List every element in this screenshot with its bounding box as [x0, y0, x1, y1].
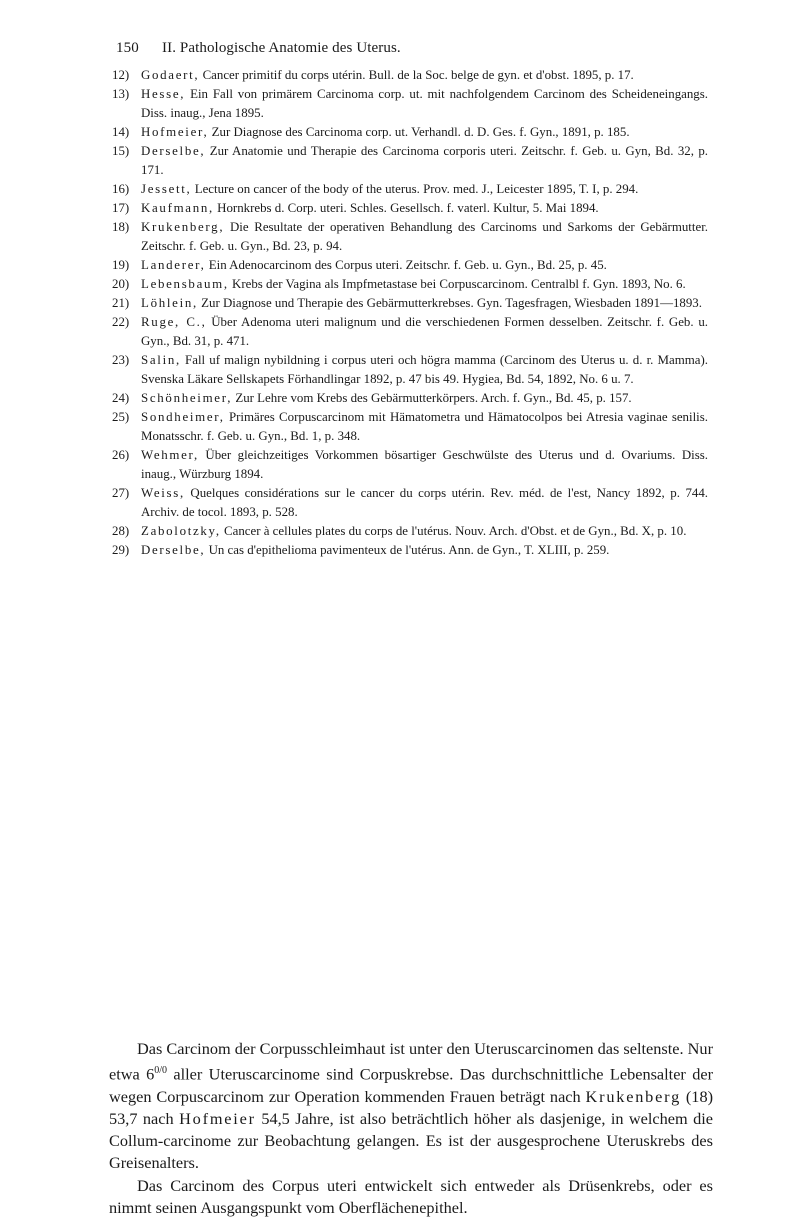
reference-author: Landerer,	[141, 258, 206, 272]
reference-item	[112, 123, 708, 142]
reference-item	[112, 522, 708, 541]
running-head	[116, 40, 716, 57]
reference-author: Weiss,	[141, 486, 185, 500]
reference-item	[112, 256, 708, 275]
reference-item	[112, 313, 708, 351]
page-number: 150	[116, 40, 139, 56]
paragraph: Das Carcinom des Corpus uteri entwickelt sich entweder als Drüsenkrebs, oder es nimmt seinen Ausgangspunkt vom Oberflächenepithel.	[109, 1175, 713, 1217]
reference-number: 16)	[112, 182, 130, 196]
reference-text: Lecture on cancer of the body of the uterus. Prov. med. J., Leicester 1895, T. I, p. 294.	[191, 182, 639, 196]
reference-number: 20)	[112, 277, 130, 291]
reference-author: Godaert,	[141, 68, 200, 82]
author-name: Krukenberg	[585, 1086, 682, 1106]
reference-text: Die Resultate der operativen Behandlung des Carcinoms und Sarkoms der Gebärmutter. Zeitschr. f. Geb. u. Gyn., Bd. 23, p. 94.	[141, 220, 708, 253]
reference-text: Zur Anatomie und Therapie des Carcinoma corporis uteri. Zeitschr. f. Geb. u. Gyn, Bd. 32, p. 171.	[141, 144, 708, 177]
reference-item	[112, 199, 708, 218]
reference-text: Krebs der Vagina als Impfmetastase bei Corpuscarcinom. Centralbl f. Gyn. 1893, No. 6.	[228, 277, 686, 291]
reference-author: Lebensbaum,	[141, 277, 229, 291]
text-run: 54,5 Jahre, ist also beträchtlich höher als dasjenige, in welchem die Collum-carcinome zur Beobachtung gelangen. Es ist der ausgesprochene Uteruskrebs des Greisenalters.	[109, 1109, 714, 1173]
reference-item	[112, 541, 708, 560]
reference-author: Krukenberg,	[141, 220, 225, 234]
reference-item	[112, 446, 708, 484]
reference-author: Derselbe,	[141, 543, 206, 557]
reference-item	[112, 66, 708, 85]
text-run: aller Uteruscarcinome sind Corpuskrebse. Das durchschnittliche Lebensalter der wegen Corpuscarcinom zur Operation kommenden Frauen beträgt nach	[109, 1064, 713, 1106]
reference-text: Un cas d'epithelioma pavimenteux de l'utérus. Ann. de Gyn., T. XLIII, p. 259.	[205, 543, 610, 557]
reference-author: Wehmer,	[141, 448, 199, 462]
reference-number: 12)	[112, 68, 130, 82]
reference-author: Derselbe,	[141, 144, 206, 158]
percent-sign: 0/0	[154, 1065, 168, 1077]
reference-text: Zur Diagnose des Carcinoma corp. ut. Verhandl. d. D. Ges. f. Gyn., 1891, p. 185.	[208, 125, 630, 139]
reference-number: 15)	[112, 144, 130, 158]
text-run: (18) 53,7 nach	[109, 1086, 714, 1129]
reference-item	[112, 85, 708, 123]
reference-number: 18)	[112, 220, 130, 234]
reference-text: Ein Adenocarcinom des Corpus uteri. Zeitschr. f. Geb. u. Gyn., Bd. 25, p. 45.	[205, 258, 607, 272]
reference-author: Ruge, C.,	[141, 315, 207, 329]
reference-text: Ein Fall von primärem Carcinoma corp. ut. mit nachfolgendem Carcinom des Scheideneingangs. Diss. inaug., Jena 1895.	[141, 87, 708, 120]
reference-text: Cancer à cellules plates du corps de l'utérus. Nouv. Arch. d'Obst. et de Gyn., Bd. X, p. 10.	[220, 524, 687, 538]
reference-number: 26)	[112, 448, 130, 462]
reference-number: 14)	[112, 125, 130, 139]
reference-author: Kaufmann,	[141, 201, 214, 215]
reference-author: Salin,	[141, 353, 181, 367]
reference-number: 17)	[112, 201, 130, 215]
reference-text: Zur Diagnose und Therapie des Gebärmutterkrebses. Gyn. Tagesfragen, Wiesbaden 1891—1893.	[197, 296, 702, 310]
reference-author: Sondheimer,	[141, 410, 225, 424]
reference-item	[112, 389, 708, 408]
reference-item	[112, 180, 708, 199]
reference-number: 28)	[112, 524, 130, 538]
reference-text: Über Adenoma uteri malignum und die verschiedenen Formen desselben. Zeitschr. f. Geb. u. Gyn., Bd. 31, p. 471.	[141, 315, 708, 348]
reference-item	[112, 218, 708, 256]
reference-author: Zabolotzky,	[141, 524, 221, 538]
reference-number: 22)	[112, 315, 130, 329]
reference-item	[112, 351, 708, 389]
reference-text: Primäres Corpuscarcinom mit Hämatometra und Hämatocolpos bei Atresia vaginae senilis. Monatsschr. f. Geb. u. Gyn., Bd. 1, p. 348.	[141, 410, 708, 443]
reference-item	[112, 408, 708, 446]
reference-number: 13)	[112, 87, 130, 101]
body-text	[109, 1038, 713, 1219]
reference-author: Jessett,	[141, 182, 192, 196]
reference-number: 21)	[112, 296, 130, 310]
reference-text: Zur Lehre vom Krebs des Gebärmutterkörpers. Arch. f. Gyn., Bd. 45, p. 157.	[232, 391, 632, 405]
reference-list	[112, 66, 708, 560]
reference-item	[112, 484, 708, 522]
text-run: Das Carcinom der Corpusschleimhaut ist unter den Uteruscarcinomen das seltenste. Nur etwa 6	[109, 1039, 713, 1084]
reference-item	[112, 294, 708, 313]
reference-item	[112, 142, 708, 180]
author-name: Hofmeier	[179, 1109, 256, 1129]
reference-text: Über gleichzeitiges Vorkommen bösartiger Geschwülste des Uterus und d. Ovariums. Diss. inaug., Würzburg 1894.	[141, 448, 708, 481]
reference-text: Quelques considérations sur le cancer du corps utérin. Rev. méd. de l'est, Nancy 1892, p. 744. Archiv. de tocol. 1893, p. 528.	[141, 486, 708, 519]
reference-number: 19)	[112, 258, 130, 272]
paragraph	[109, 1038, 713, 1175]
reference-number: 29)	[112, 543, 130, 557]
reference-author: Löhlein,	[141, 296, 198, 310]
reference-author: Schönheimer,	[141, 391, 233, 405]
reference-number: 25)	[112, 410, 130, 424]
reference-text: Cancer primitif du corps utérin. Bull. de la Soc. belge de gyn. et d'obst. 1895, p. 17.	[199, 68, 634, 82]
reference-number: 27)	[112, 486, 130, 500]
chapter-title: II. Pathologische Anatomie des Uterus.	[162, 40, 401, 56]
reference-author: Hofmeier,	[141, 125, 209, 139]
reference-item	[112, 275, 708, 294]
reference-text: Fall uf malign nybildning i corpus uteri och högra mamma (Carcinom des Uterus u. d. r. Mamma). Svenska Läkare Sellskapets Förhandlingar 1892, p. 47 bis 49. Hygiea, Bd. 54, 1892, No. 6 u. 7.	[141, 353, 708, 386]
reference-number: 24)	[112, 391, 130, 405]
reference-text: Hornkrebs d. Corp. uteri. Schles. Gesellsch. f. vaterl. Kultur, 5. Mai 1894.	[213, 201, 599, 215]
reference-author: Hesse,	[141, 87, 186, 101]
reference-number: 23)	[112, 353, 130, 367]
